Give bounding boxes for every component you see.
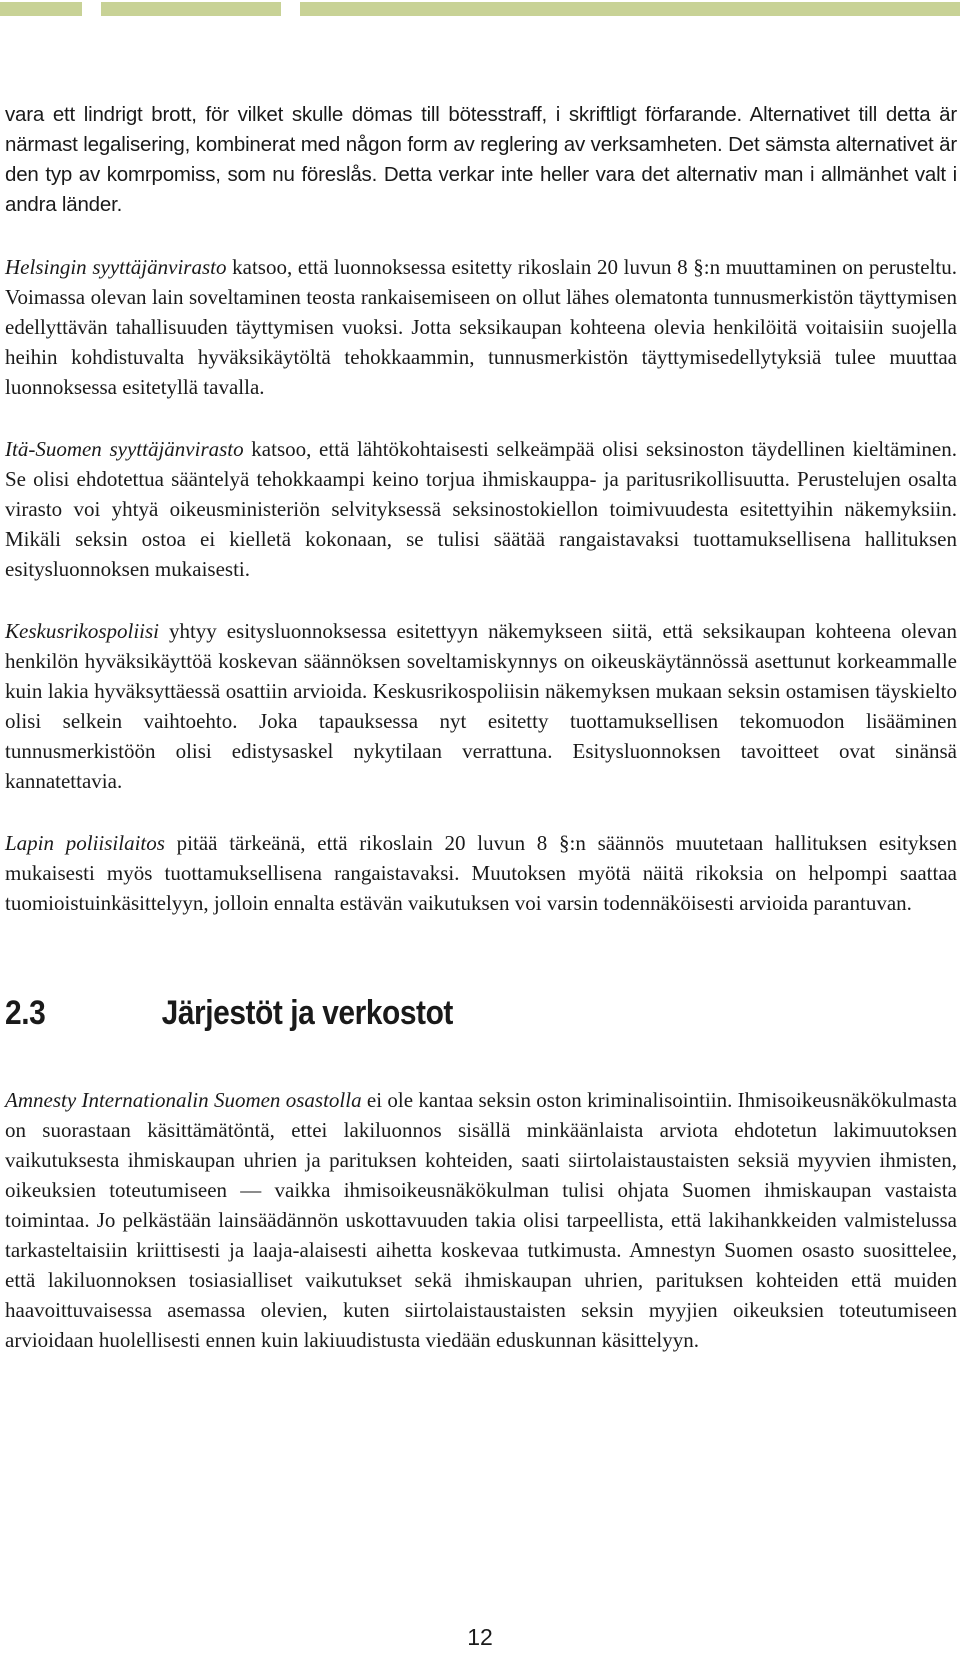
org-name: Lapin poliisilaitos (5, 831, 165, 855)
org-name: Keskusrikospoliisi (5, 619, 160, 643)
paragraph-ita-suomi (5, 434, 957, 584)
document-body (5, 100, 957, 1387)
paragraph-swedish: vara ett lindrigt brott, för vilket skulle dömas till bötesstraff, i skriftligt förfarande. Alternativet till detta är närmast legalisering, kombinerat med någon form av reglering av verksamheten. Det sämsta alternativet är den typ av komrpomiss, som nu föreslås. Detta verkar inte heller vara det alternativ man i allmänhet valt i andra länder. (5, 103, 957, 216)
paragraph-text: pitää tärkeänä, että rikoslain 20 luvun 8 §:n säännös muutetaan hallituksen esityksen mukaisesti myös tuottamuksellisena rangaistavaksi. Muutoksen myötä näitä rikoksia on helpompi saattaa tuomioistuinkäsittelyyn, jolloin ennalta estävän vaikutuksen voi varsin todennäköisesti arvioida parantuvan. (5, 831, 958, 915)
paragraph-text: katsoo, että luonnoksessa esitetty rikoslain 20 luvun 8 §:n muuttaminen on perusteltu. Voimassa olevan lain soveltaminen teosta rankaisemiseen on ollut lähes olematonta tunnusmerkistön täyttymisen edellyttävän tahallisuuden täyttymisen vuoksi. Jotta seksikaupan kohteena olevia henkilöitä voitaisiin suojella heihin kohdistuvalta hyväksikäytöltä tehokkaammin, tunnusmerkistön täyttymisedellytyksiä tulee muuttaa luonnoksessa esitetyllä tavalla. (5, 255, 957, 399)
header-bar-segment (300, 2, 960, 16)
paragraph-helsinki (5, 252, 957, 402)
header-bar-segment (0, 2, 82, 16)
section-title: Järjestöt ja verkostot (161, 994, 453, 1032)
org-name: Amnesty Internationalin Suomen osastolla (5, 1088, 362, 1112)
header-bar-segment (101, 2, 281, 16)
paragraph-lappi (5, 828, 957, 918)
section-heading (5, 993, 843, 1033)
paragraph-text: ei ole kantaa seksin oston kriminalisointiin. Ihmisoikeusnäkökulmasta on suorastaan käsittämätöntä, ettei lakiluonnos sisällä minkäänlaista arviota ehdotetun lakimuutoksen vaikutuksesta ihmiskaupan uhrien ja parituksen kohteiden, saati siirtolaistaustaisten seksiä myyvien ihmisten, oikeuksien toteutumiseen — vaikka ihmisoikeusnäkökulman tulisi ohjata Suomen ihmiskaupan vastaista toimintaa. Jo pelkästään lainsäädännön uskottavuuden takia olisi tarpeellista, että lakihankkeiden valmistelussa tarkasteltaisiin kriittisesti ja laaja-alaisesti aihetta koskevaa tutkimusta. Amnestyn Suomen osasto suosittelee, että lakiluonnoksen tosiasialliset vaikutukset sekä ihmiskaupan uhrien, parituksen kohteiden että muiden haavoittuvaisessa asemassa olevien, kuten siirtolaistaustaisten seksin myyjien oikeuksien toteutumiseen arvioidaan huolellisesti ennen kuin lakiuudistusta viedään eduskunnan käsittelyyn. (5, 1088, 957, 1352)
paragraph-text: yhtyy esitysluonnoksessa esitettyyn näkemykseen siitä, että seksikaupan kohteena olevan henkilön hyväksikäyttöä koskevan säännöksen soveltamiskynnys on oikeuskäytännössä asettunut korkeammalle kuin lakia hyväksyttäessä osattiin arvioida. Keskusrikospoliisin näkemyksen mukaan seksin ostamisen täyskielto olisi selkein vaihtoehto. Joka tapauksessa nyt esitetty tuottamuksellisen tekomuodon lisääminen tunnusmerkistöön olisi edistysaskel nykytilaan verrattuna. Esitysluonnoksen tavoitteet ovat sinänsä kannatettavia. (5, 619, 957, 793)
paragraph-amnesty (5, 1085, 957, 1355)
section-number: 2.3 (5, 994, 46, 1032)
paragraph-text: katsoo, että lähtökohtaisesti selkeämpää olisi seksinoston täydellinen kieltäminen. Se olisi ehdotettua sääntelyä tehokkaampi keino torjua ihmiskauppa- ja paritusrikollisuutta. Perustelujen osalta virasto voi yhtyä oikeusministeriön selvityksessä seksinostokiellon toimivuudesta esitettyihin näkemyksiin. Mikäli seksin ostoa ei kielletä kokonaan, se tulisi säätää rangaistavaksi tuottamuksellisena hallituksen esitysluonnoksen mukaisesti. (5, 437, 958, 581)
org-name: Helsingin syyttäjänvirasto (5, 255, 227, 279)
header-decoration-bar (0, 0, 960, 20)
paragraph-krp (5, 616, 957, 796)
org-name: Itä-Suomen syyttäjänvirasto (5, 437, 244, 461)
page-number: 12 (467, 1624, 493, 1650)
